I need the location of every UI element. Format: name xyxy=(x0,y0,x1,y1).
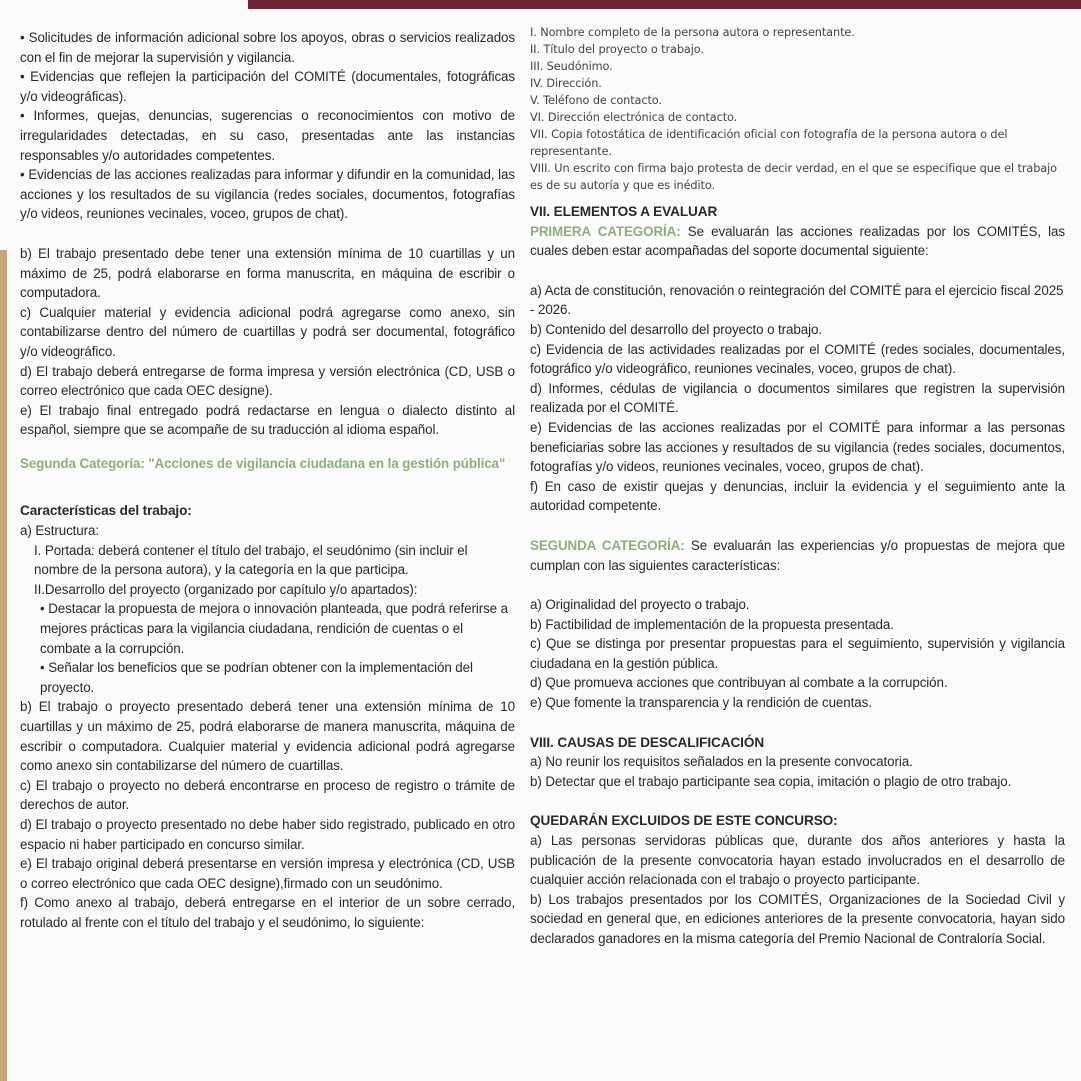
excluidos-item-b: b) Los trabajos presentados por los COMITÉS, Organizaciones de la Sociedad Civil y sociedad en general que, en ediciones anteriores de la presente convocatoria, hayan sido declarados ganadores en la misma categoría del Premio Nacional de Contraloría Social. xyxy=(530,891,1065,946)
segunda-item-d: d) Que promueva acciones que contribuyan al combate a la corrupción. xyxy=(530,675,948,691)
item-b-extension: b) El trabajo presentado debe tener una extensión mínima de 10 cuartillas y un máximo de 25, podrá elaborarse en forma manuscrita, en máquina de escribir o computadora. xyxy=(20,245,515,301)
roman-item: VIII. Un escrito con firma bajo protesta de decir verdad, en el que se especifique que el trabajo es de su autoría y que es inédito. xyxy=(530,162,1057,192)
segunda-categoria-text: Se evaluarán las experiencias y/o propuestas de mejora que cumplan con las siguientes características: xyxy=(530,537,1065,573)
roman-item: II. Título del proyecto o trabajo. xyxy=(530,43,704,56)
sub-bullet-propuesta: • Destacar la propuesta de mejora o innovación planteada, que podrá referirse a mejores prácticas para la vigilancia ciudadana, rendición de cuentas o el combate a la corrupción. xyxy=(40,601,508,656)
sub-bullet-beneficios: • Señalar los beneficios que se podrían obtener con la implementación del proyecto. xyxy=(40,660,473,695)
portada-item: I. Portada: deberá contener el título del trabajo, el seudónimo (sin incluir el nombre de la persona autora), y la categoría en la que participa. xyxy=(34,542,468,578)
segunda-item-c: c) Que se distinga por presentar propuestas para el seguimiento, supervisión y vigilancia ciudadana en la gestión pública. xyxy=(530,636,1065,671)
segunda-item-e: e) Que fomente la transparencia y la rendición de cuentas. xyxy=(530,695,872,711)
descalificacion-item-b: b) Detectar que el trabajo participante sea copia, imitación o plagio de otro trabajo. xyxy=(530,773,1012,789)
excluidos-title: QUEDARÁN EXCLUIDOS DE ESTE CONCURSO: xyxy=(530,813,838,829)
roman-item: III. Seudónimo. xyxy=(530,60,613,73)
bullet-evidencias-participacion: • Evidencias que reflejen la participación del COMITÉ (documentales, fotográficas y/o videográficas). xyxy=(20,69,515,104)
item-f-anexo: f) Como anexo al trabajo, deberá entregarse en el interior de un sobre cerrado, rotulado al frente con el título del trabajo y el seudónimo, lo siguiente: xyxy=(20,895,515,930)
item-c-material: c) Cualquier material y evidencia adicional podrá agregarse como anexo, sin contabilizarse dentro del número de cuartillas y podrá ser documental, fotográfico y/o videográfico. xyxy=(20,304,515,359)
segunda-item-b: b) Factibilidad de implementación de la propuesta presentada. xyxy=(530,616,894,632)
roman-item: VI. Dirección electrónica de contacto. xyxy=(530,111,738,124)
top-accent-bar xyxy=(248,0,1081,9)
item-e-original: e) El trabajo original deberá presentarse en versión impresa y electrónica (CD, USB o correo electrónico que cada OEC designe),firmado con un seudónimo. xyxy=(20,856,515,891)
segunda-categoria-intro xyxy=(530,536,1065,575)
primera-item-b: b) Contenido del desarrollo del proyecto o trabajo. xyxy=(530,321,822,337)
excluidos-item-a: a) Las personas servidoras públicas que, durante dos años anteriores y hasta la publicación de la presente convocatoria hayan estado involucrados en el desarrollo de cualquier acción relacionada con el trabajo o proyecto participante. xyxy=(530,833,1065,888)
segunda-categoria-title: Segunda Categoría: "Acciones de vigilancia ciudadana en la gestión pública" xyxy=(20,455,506,471)
roman-list xyxy=(530,24,1065,194)
primera-item-a: a) Acta de constitución, renovación o reintegración del COMITÉ para el ejercicio fiscal 2025 - 2026. xyxy=(530,282,1064,318)
primera-item-c: c) Evidencia de las actividades realizadas por el COMITÉ (redes sociales, documentales, fotográfico y/o videográfico, reuniones vecinales, voceo, grupos de chat). xyxy=(530,341,1065,377)
segunda-categoria-label: SEGUNDA CATEGORÍA: xyxy=(530,537,685,553)
item-d-entrega: d) El trabajo deberá entregarse de forma impresa y versión electrónica (CD, USB o correo electrónico que cada OEC designe). xyxy=(20,363,515,399)
estructura-label: a) Estructura: xyxy=(20,523,99,539)
section-viii-title: VIII. CAUSAS DE DESCALIFICACIÓN xyxy=(530,734,765,750)
item-b-proyecto: b) El trabajo o proyecto presentado deberá tener una extensión mínima de 10 cuartillas y un máximo de 25, podrá elaborarse de manera manuscrita, máquina de escribir o computadora. Cualquier material y evidencia adicional podrá agregarse como anexo sin contabilizarse del número de cuartillas. xyxy=(20,699,515,774)
desarrollo-item: II.Desarrollo del proyecto (organizado por capítulo y/o apartados): xyxy=(34,581,418,597)
item-c-registro: c) El trabajo o proyecto no deberá encontrarse en proceso de registro o trámite de derechos de autor. xyxy=(20,777,515,813)
bullet-evidencias-difusion: • Evidencias de las acciones realizadas para informar y difundir en la comunidad, las acciones y los resultados de su vigilancia (redes sociales, documentos, fotografías y/o videos, reuniones vecinales, voceo, grupos de chat). xyxy=(20,167,515,222)
primera-item-d: d) Informes, cédulas de vigilancia o documentos similares que registren la supervisión realizada por el COMITÉ. xyxy=(530,380,1065,416)
roman-item: V. Teléfono de contacto. xyxy=(530,94,662,107)
segunda-item-a: a) Originalidad del proyecto o trabajo. xyxy=(530,597,750,613)
primera-item-e: e) Evidencias de las acciones realizadas por el COMITÉ para informar a las personas beneficiarias sobre las acciones y resultados de su vigilancia (redes sociales, documentos, fotografías y/o videos, reuniones vecinales, voceo, grupos de chat). xyxy=(530,419,1065,475)
right-column xyxy=(530,24,1065,949)
roman-item: IV. Dirección. xyxy=(530,77,602,90)
caracteristicas-title: Características del trabajo: xyxy=(20,503,192,519)
descalificacion-item-a: a) No reunir los requisitos señalados en la presente convocatoria. xyxy=(530,754,913,770)
primera-categoria-intro xyxy=(530,222,1065,261)
bullet-informes: • Informes, quejas, denuncias, sugerencias o reconocimientos con motivo de irregularidades detectadas, en su caso, presentadas ante las instancias responsables y/o autoridades competentes. xyxy=(20,108,515,163)
primera-categoria-label: PRIMERA CATEGORÍA: xyxy=(530,223,681,239)
left-accent-bar xyxy=(0,250,7,1081)
primera-categoria-text: Se evaluarán las acciones realizadas por los COMITÉS, las cuales deben estar acompañadas del soporte documental siguiente: xyxy=(530,223,1065,259)
section-vii-title: VII. ELEMENTOS A EVALUAR xyxy=(530,204,718,219)
left-column xyxy=(20,28,515,933)
roman-item: VII. Copia fotostática de identificación oficial con fotografía de la persona autora o del representante. xyxy=(530,128,1008,158)
primera-item-f: f) En caso de existir quejas y denuncias, incluir la evidencia y el seguimiento ante la autoridad competente. xyxy=(530,478,1065,514)
item-e-lengua: e) El trabajo final entregado podrá redactarse en lengua o dialecto distinto al español, siempre que se acompañe de su traducción al idioma español. xyxy=(20,402,515,438)
item-d-publicado: d) El trabajo o proyecto presentado no debe haber sido registrado, publicado en otro espacio ni haber participado en concurso similar. xyxy=(20,816,515,852)
bullet-solicitudes: • Solicitudes de información adicional sobre los apoyos, obras o servicios realizados con el fin de mejorar la supervisión y vigilancia. xyxy=(20,30,515,65)
roman-item: I. Nombre completo de la persona autora o representante. xyxy=(530,26,855,39)
